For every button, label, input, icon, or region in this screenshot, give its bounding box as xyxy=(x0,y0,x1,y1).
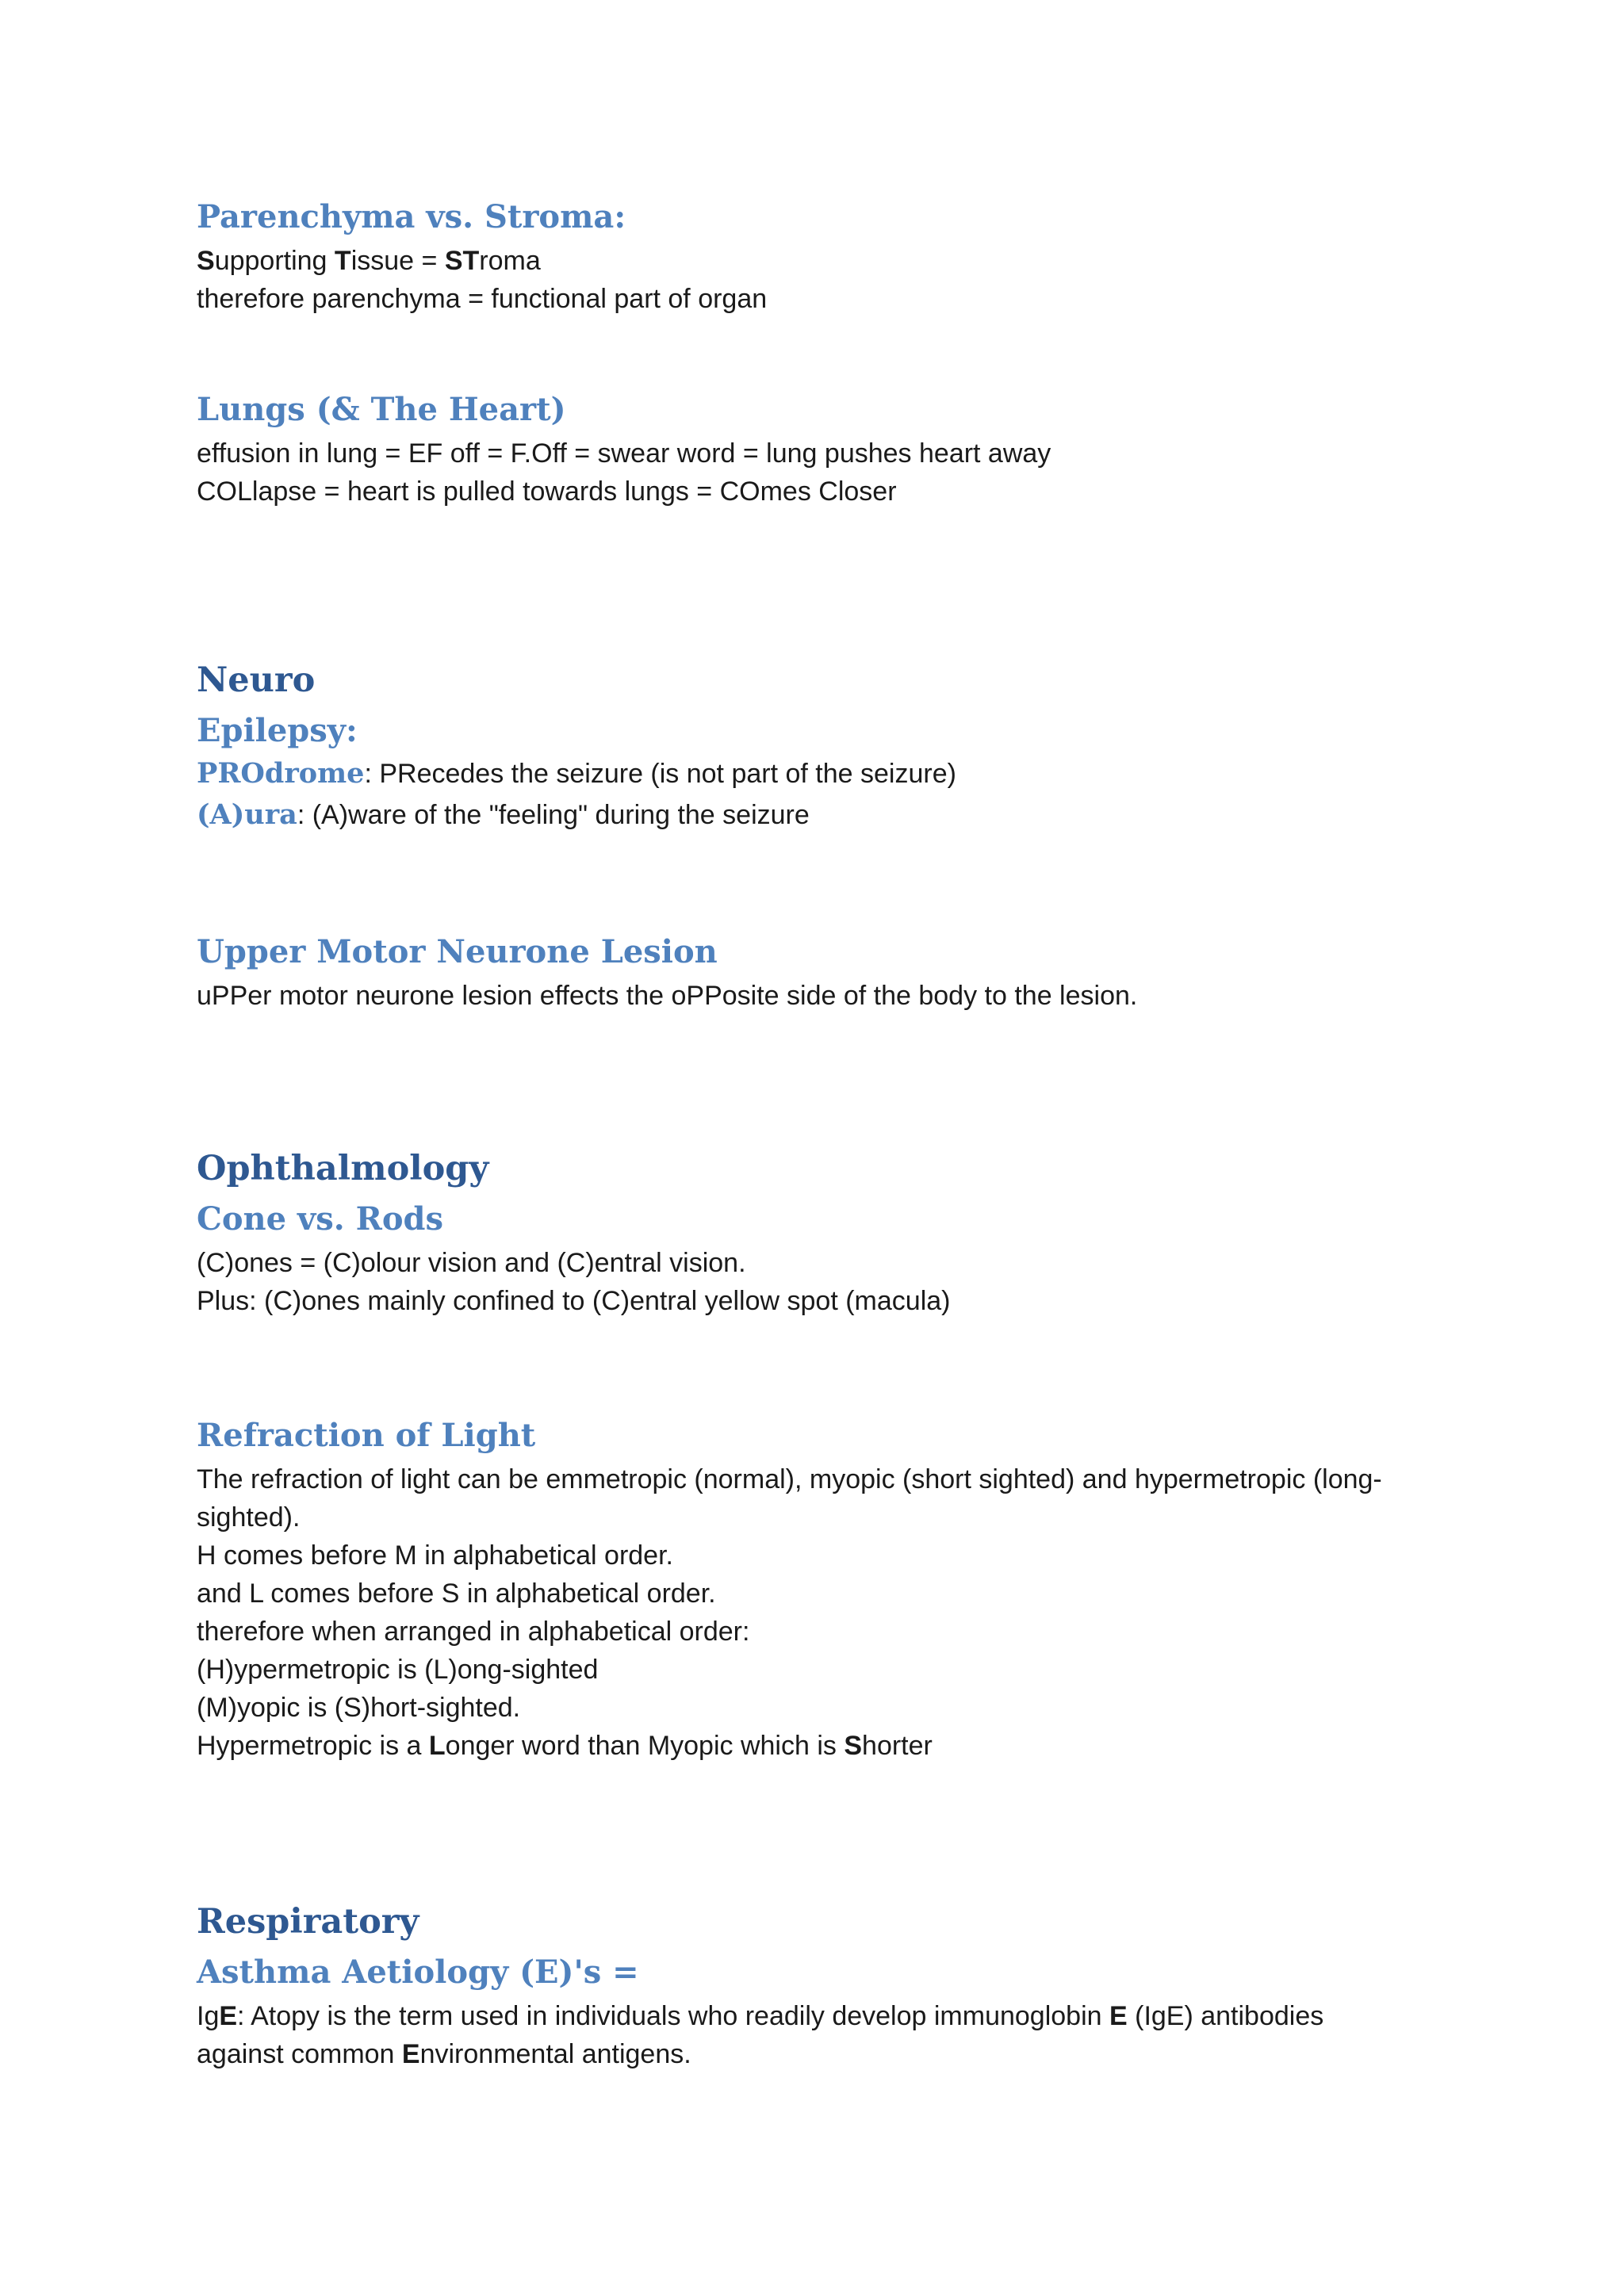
refraction-line-2: sighted). xyxy=(197,1502,301,1533)
asthma-line-1: IgE: Atopy is the term used in individuals who readily develop immunoglobin E (IgE) antibodies xyxy=(197,2001,1324,2031)
lungs-line-2: COLlapse = heart is pulled towards lungs = COmes Closer xyxy=(197,476,897,507)
epilepsy-heading: Epilepsy: xyxy=(197,712,358,749)
lungs-line-1: effusion in lung = EF off = F.Off = swear word = lung pushes heart away xyxy=(197,438,1051,469)
refraction-line-5: therefore when arranged in alphabetical order: xyxy=(197,1617,750,1647)
prodrome-term: PROdrome xyxy=(197,757,365,790)
umn-line-1: uPPer motor neurone lesion effects the oPPosite side of the body to the lesion. xyxy=(197,981,1138,1011)
stroma-line-1: Supporting Tissue = STroma xyxy=(197,246,541,276)
refraction-line-1: The refraction of light can be emmetropic (normal), myopic (short sighted) and hypermetropic (long- xyxy=(197,1464,1382,1494)
neuro-title: Neuro xyxy=(197,660,316,700)
refraction-heading: Refraction of Light xyxy=(197,1417,536,1454)
asthma-heading: Asthma Aetiology (E)'s = xyxy=(197,1954,639,1991)
refraction-line-4: and L comes before S in alphabetical order. xyxy=(197,1578,716,1609)
refraction-line-7: (M)yopic is (S)hort-sighted. xyxy=(197,1693,521,1723)
ophthalmology-title: Ophthalmology xyxy=(197,1149,489,1188)
lungs-heading: Lungs (& The Heart) xyxy=(197,391,566,428)
refraction-line-3: H comes before M in alphabetical order. xyxy=(197,1540,673,1571)
stroma-line-2: therefore parenchyma = functional part of organ xyxy=(197,284,768,314)
cones-line-2: Plus: (C)ones mainly confined to (C)entral yellow spot (macula) xyxy=(197,1286,951,1316)
stroma-heading: Parenchyma vs. Stroma: xyxy=(197,198,626,235)
aura-line: (A)ura: (A)ware of the "feeling" during the seizure xyxy=(197,798,810,831)
aura-term: (A)ura xyxy=(197,798,297,831)
respiratory-title: Respiratory xyxy=(197,1902,419,1942)
refraction-line-6: (H)ypermetropic is (L)ong-sighted xyxy=(197,1655,599,1685)
prodrome-line: PROdrome: PRecedes the seizure (is not part of the seizure) xyxy=(197,757,956,790)
cones-line-1: (C)ones = (C)olour vision and (C)entral vision. xyxy=(197,1248,746,1278)
asthma-line-2: against common Environmental antigens. xyxy=(197,2039,691,2069)
refraction-line-8: Hypermetropic is a Longer word than Myopic which is Shorter xyxy=(197,1731,933,1761)
umn-heading: Upper Motor Neurone Lesion xyxy=(197,933,718,970)
cones-heading: Cone vs. Rods xyxy=(197,1200,443,1238)
